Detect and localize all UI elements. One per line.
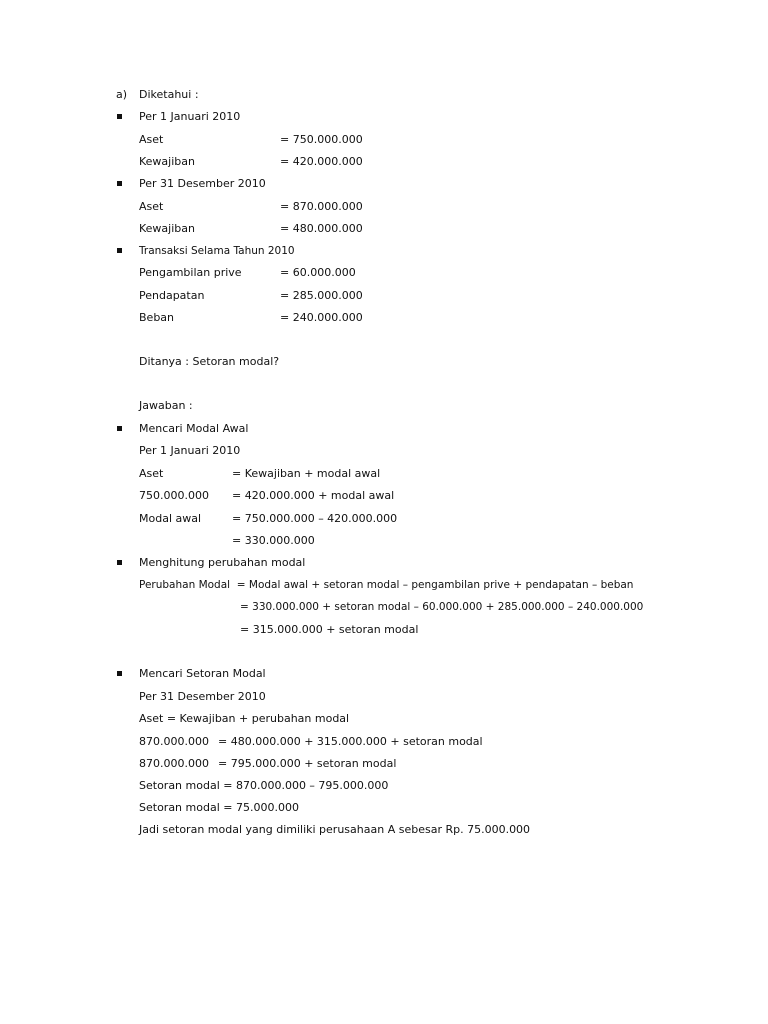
prive-label: Pengambilan prive	[139, 266, 242, 279]
bullet-icon	[117, 181, 122, 186]
equation-left: 750.000.000	[139, 489, 209, 502]
beban-label: Beban	[139, 311, 175, 324]
equation-right: = Kewajiban + modal awal	[232, 467, 381, 480]
conclusion-text: Jadi setoran modal yang dimiliki perusahaan A sebesar Rp. 75.000.000	[139, 823, 531, 836]
section-title: Transaksi Selama Tahun 2010	[139, 245, 295, 257]
section-subtitle: Per 1 Januari 2010	[139, 444, 241, 457]
answer-label: Jawaban :	[139, 399, 193, 412]
equation-left: Aset	[139, 467, 164, 480]
question-text: Ditanya : Setoran modal?	[139, 355, 280, 368]
kewajiban-value: = 480.000.000	[280, 222, 363, 235]
section-title: Mencari Setoran Modal	[139, 667, 266, 680]
equation-right: = 330.000.000	[232, 534, 315, 547]
bullet-icon	[117, 426, 122, 431]
section-title: Mencari Modal Awal	[139, 422, 249, 435]
kewajiban-value: = 420.000.000	[280, 155, 363, 168]
kewajiban-label: Kewajiban	[139, 222, 195, 235]
equation-right: = 420.000.000 + modal awal	[232, 489, 395, 502]
list-marker-a: a)	[116, 88, 128, 101]
kewajiban-label: Kewajiban	[139, 155, 195, 168]
aset-value: = 870.000.000	[280, 200, 363, 213]
pendapatan-value: = 285.000.000	[280, 289, 363, 302]
equation-line: Perubahan Modal = Modal awal + setoran modal – pengambilan prive + pendapatan – beban	[139, 579, 634, 591]
section-title: Per 31 Desember 2010	[139, 177, 266, 190]
aset-value: = 750.000.000	[280, 133, 363, 146]
section-subtitle: Per 31 Desember 2010	[139, 690, 266, 703]
equation-left: 870.000.000	[139, 757, 209, 770]
equation-left: 870.000.000	[139, 735, 209, 748]
bullet-icon	[117, 560, 122, 565]
pendapatan-label: Pendapatan	[139, 289, 205, 302]
prive-value: = 60.000.000	[280, 266, 356, 279]
diketahui-label: Diketahui :	[139, 88, 199, 101]
bullet-icon	[117, 671, 122, 676]
bullet-icon	[117, 114, 122, 119]
equation-right: = 480.000.000 + 315.000.000 + setoran modal	[218, 735, 483, 748]
equation-right: = 750.000.000 – 420.000.000	[232, 512, 398, 525]
bullet-icon	[117, 248, 122, 253]
equation-right: = 795.000.000 + setoran modal	[218, 757, 397, 770]
section-title: Per 1 Januari 2010	[139, 110, 241, 123]
equation-line: Aset = Kewajiban + perubahan modal	[139, 712, 350, 725]
equation-line: Setoran modal = 870.000.000 – 795.000.000	[139, 779, 389, 792]
equation-line: = 330.000.000 + setoran modal – 60.000.000 + 285.000.000 – 240.000.000	[240, 601, 644, 613]
aset-label: Aset	[139, 200, 164, 213]
aset-label: Aset	[139, 133, 164, 146]
beban-value: = 240.000.000	[280, 311, 363, 324]
equation-line: Setoran modal = 75.000.000	[139, 801, 299, 814]
equation-left: Modal awal	[139, 512, 202, 525]
section-title: Menghitung perubahan modal	[139, 556, 306, 569]
equation-line: = 315.000.000 + setoran modal	[240, 623, 419, 636]
